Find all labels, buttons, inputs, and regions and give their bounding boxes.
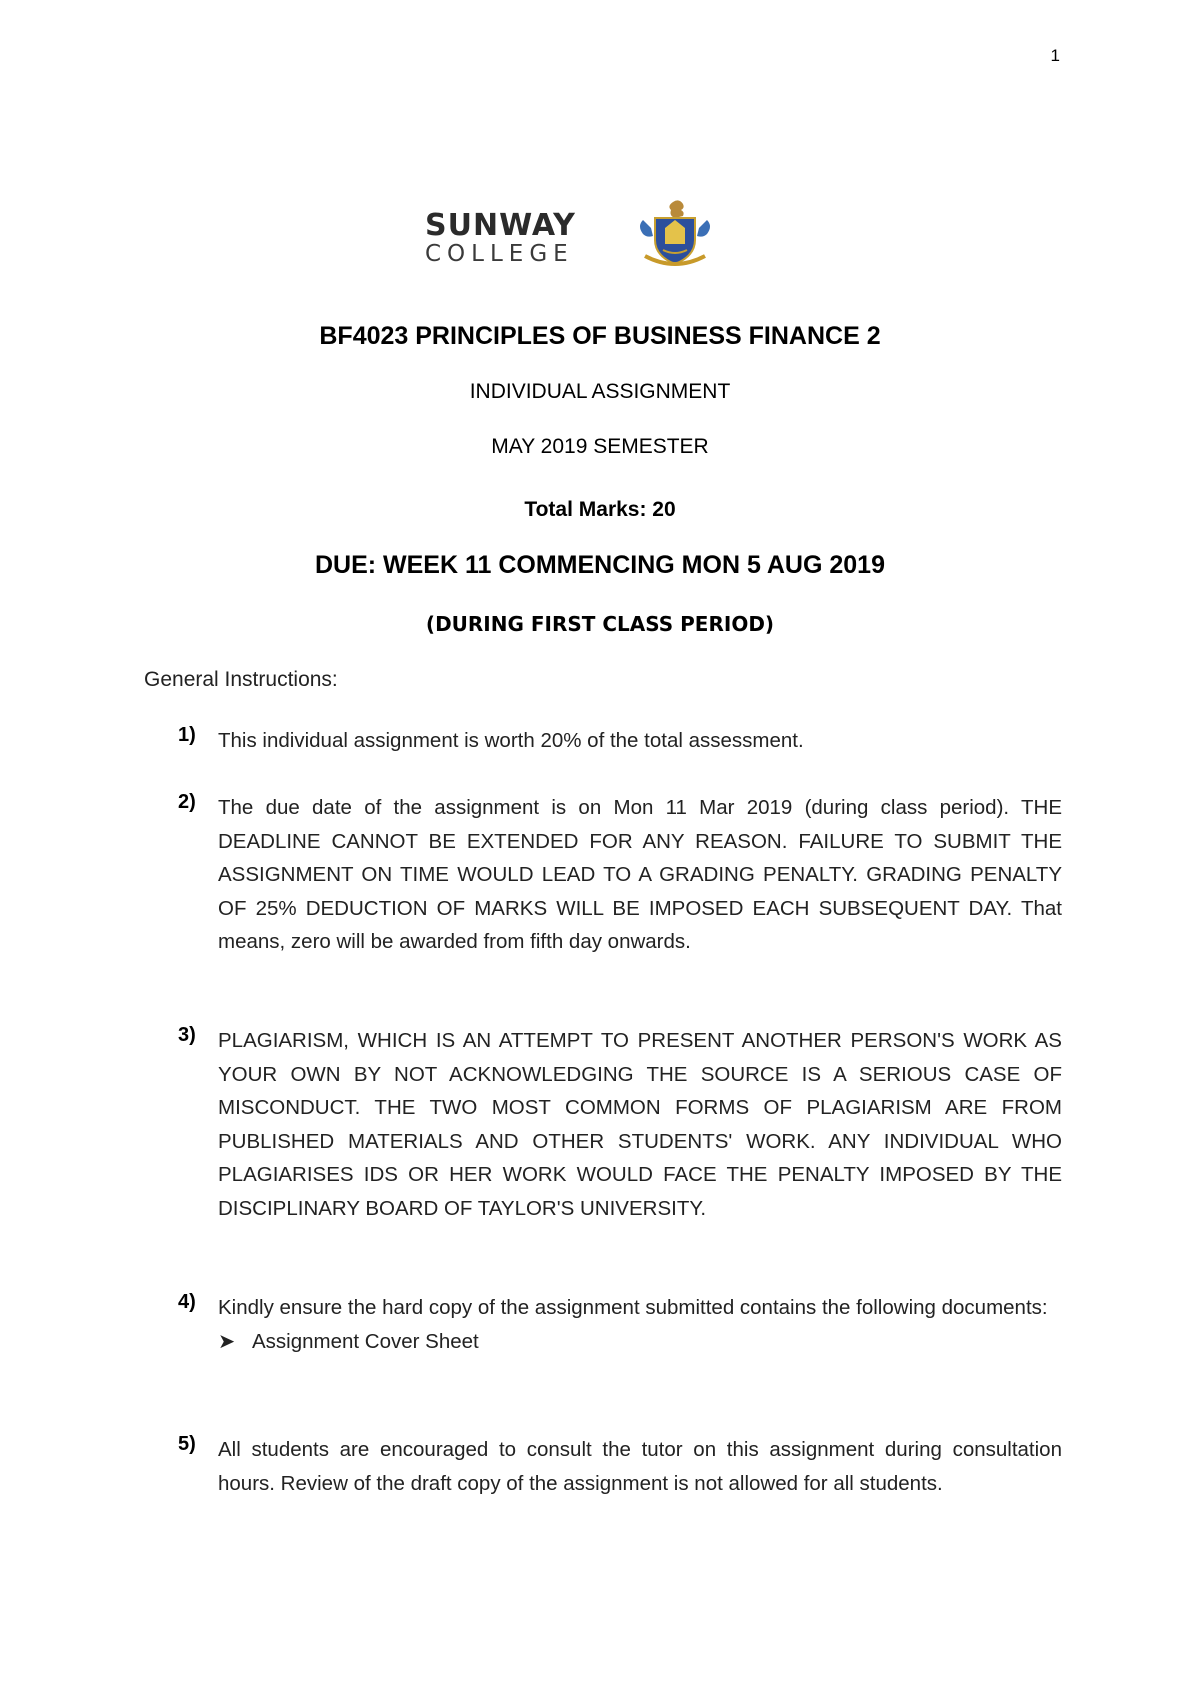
logo-text-sunway: SUNWAY (425, 208, 576, 243)
list-item (178, 1291, 1062, 1358)
due-period: (DURING FIRST CLASS PERIOD) (425, 612, 775, 636)
item-text: Kindly ensure the hard copy of the assignment submitted contains the following documents: (218, 1296, 1048, 1319)
list-item (178, 1024, 1062, 1226)
list-item (178, 791, 1062, 959)
instructions-heading: General Instructions: (144, 668, 338, 691)
logo-text-college: COLLEGE (425, 241, 574, 267)
sub-bullet (218, 1325, 1062, 1359)
crest-icon (635, 198, 715, 268)
item-text: This individual assignment is worth 20% of the total assessment. (218, 729, 804, 752)
item-text: All students are encouraged to consult the tutor on this assignment during consultation hours. Review of the draft copy of the assignment is not allowed for all students. (218, 1438, 1062, 1495)
list-item (178, 1433, 1062, 1500)
arrow-bullet-icon: ➤ (218, 1329, 236, 1353)
item-text: PLAGIARISM, WHICH IS AN ATTEMPT TO PRESENT ANOTHER PERSON'S WORK AS YOUR OWN BY NOT ACKNOWLEDGING THE SOURCE IS A SERIOUS CASE OF MISCONDUCT. THE TWO MOST COMMON FORMS OF PLAGIARISM ARE FROM PUBLISHED MATERIALS AND OTHER STUDENTS' WORK. ANY INDIVIDUAL WHO PLAGIARISES IDS OR HER WORK WOULD FACE THE PENALTY IMPOSED BY THE DISCIPLINARY BOARD OF TAYLOR'S UNIVERSITY. (218, 1029, 1062, 1220)
list-item (178, 724, 1062, 758)
item-number: 3) (178, 1024, 196, 1046)
item-number: 1) (178, 724, 196, 746)
item-number: 2) (178, 791, 196, 813)
item-number: 5) (178, 1433, 196, 1455)
total-marks: Total Marks: 20 (524, 498, 676, 521)
bullet-text: Assignment Cover Sheet (252, 1329, 479, 1353)
assignment-type: INDIVIDUAL ASSIGNMENT (469, 380, 731, 403)
page-number: 1 (1050, 46, 1060, 65)
item-number: 4) (178, 1291, 196, 1313)
course-title: BF4023 PRINCIPLES OF BUSINESS FINANCE 2 (319, 322, 881, 350)
college-logo (425, 198, 715, 268)
item-text: The due date of the assignment is on Mon 11 Mar 2019 (during class period). THE DEADLINE CANNOT BE EXTENDED FOR ANY REASON. FAILURE TO SUBMIT THE ASSIGNMENT ON TIME WOULD LEAD TO A GRADING PENALTY. GRADING PENALTY OF 25% DEDUCTION OF MARKS WILL BE IMPOSED EACH SUBSEQUENT DAY. That means, zero will be awarded from fifth day onwards. (218, 796, 1062, 954)
semester: MAY 2019 SEMESTER (491, 435, 709, 458)
due-date: DUE: WEEK 11 COMMENCING MON 5 AUG 2019 (314, 551, 885, 579)
